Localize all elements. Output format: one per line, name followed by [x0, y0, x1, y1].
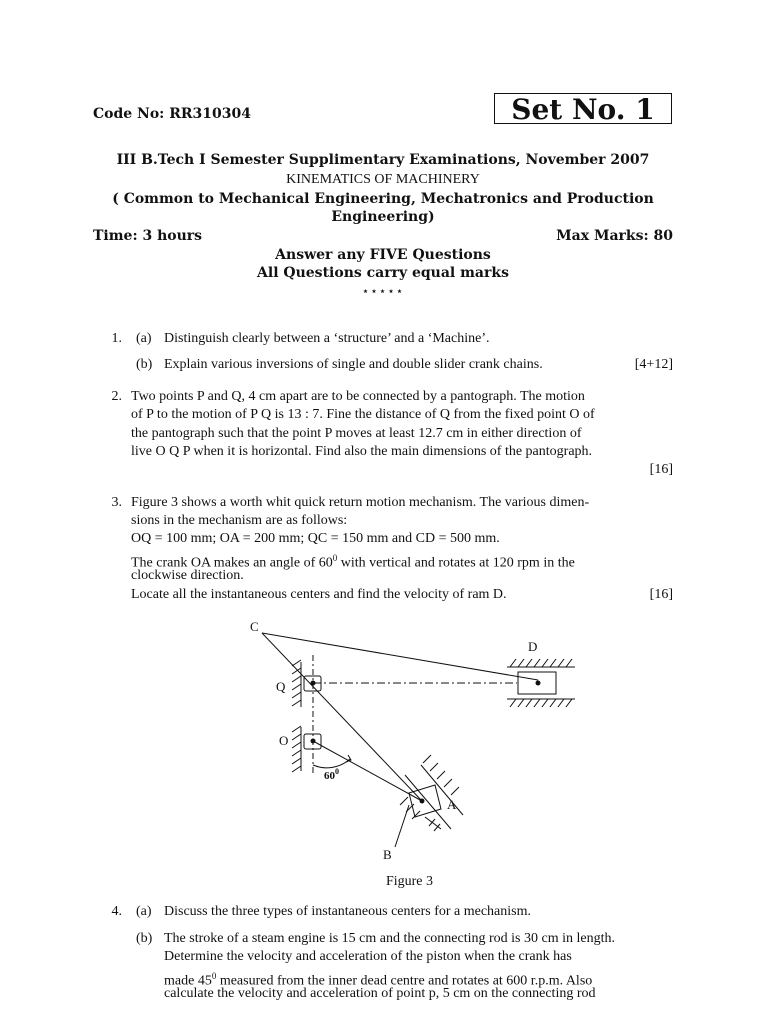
part-label: (a) [136, 904, 152, 919]
code-number: Code No: RR310304 [93, 106, 251, 122]
question-text: Determine the velocity and acceleration of the piston when the crank has [164, 949, 572, 964]
label-q: Q [276, 679, 286, 694]
question-text: The stroke of a steam engine is 15 cm and the connecting rod is 30 cm in length. [164, 931, 615, 946]
part-label: (a) [136, 331, 152, 346]
subject-title: KINEMATICS OF MACHINERY [286, 172, 480, 187]
part-label: (b) [136, 357, 153, 372]
question-number: 4. [111, 904, 122, 919]
label-b: B [383, 847, 392, 862]
link-cb [262, 633, 422, 801]
question-text: Locate all the instantaneous centers and find the velocity of ram D. [131, 587, 507, 602]
question-text: Figure 3 shows a worth whit quick return motion mechanism. The various dimen- [131, 495, 590, 510]
set-number-box: Set No. 1 [494, 93, 672, 124]
question-text: Two points P and Q, 4 cm apart are to be connected by a pantograph. The motion [131, 389, 585, 404]
question-number: 1. [111, 331, 122, 346]
label-angle: $60^0$ [324, 767, 339, 782]
question-text: Explain various inversions of single and double slider crank chains. [164, 357, 543, 372]
time-label: Time: 3 hours [93, 228, 203, 244]
label-a: A [447, 797, 457, 812]
point-q [311, 681, 316, 686]
label-o: O [279, 733, 289, 748]
question-number: 3. [111, 495, 122, 510]
question-text: The crank OA makes an angle of $60^0$ with vertical and rotates at 120 rpm in the [131, 553, 575, 571]
figure-caption: Figure 3 [385, 874, 434, 889]
question-text: Discuss the three types of instantaneous centers for a mechanism. [164, 904, 532, 919]
marks-label: [16] [649, 587, 673, 602]
max-marks-label: Max Marks: 80 [556, 228, 673, 244]
common-note: ( Common to Mechanical Engineering, Mechatronics and Production Engineering) [112, 191, 654, 225]
marks-label: [4+12] [634, 357, 673, 372]
question-text: of P to the motion of P Q is 13 : 7. Fine the distance of Q from the fixed point O of [131, 407, 595, 422]
instruction-marks: All Questions carry equal marks [257, 265, 509, 281]
guide-a-1 [405, 775, 451, 829]
question-number: 2. [111, 389, 122, 404]
marks-label: [16] [649, 462, 673, 477]
question-text: clockwise direction. [131, 568, 244, 583]
point-a [420, 799, 425, 804]
point-o [311, 739, 316, 744]
question-text: the pantograph such that the point P moves at least 12.7 cm in either direction of [131, 426, 582, 441]
question-text: calculate the velocity and acceleration of point p, 5 cm on the connecting rod [164, 986, 596, 1001]
link-cd [262, 633, 538, 680]
separator-stars: ⋆⋆⋆⋆⋆ [361, 284, 405, 298]
instruction-answer: Answer any FIVE Questions [275, 247, 491, 263]
question-text: made $45^0$ measured from the inner dead centre and rotates at 600 r.p.m. Also [164, 971, 593, 989]
label-d: D [528, 639, 538, 654]
question-text: Distinguish clearly between a ‘structure’ and a ‘Machine’. [164, 331, 490, 346]
label-c: C [250, 619, 259, 634]
angle-arc [313, 759, 350, 768]
question-text: OQ = 100 mm; OA = 200 mm; QC = 150 mm and CD = 500 mm. [131, 531, 500, 546]
question-text: live O Q P when it is horizontal. Find also the main dimensions of the pantograph. [131, 444, 593, 459]
part-label: (b) [136, 931, 153, 946]
link-b [395, 805, 409, 847]
point-d [536, 681, 541, 686]
mechanism-figure [245, 615, 585, 865]
frame-b [425, 817, 441, 829]
exam-title: III B.Tech I Semester Supplimentary Examinations, November 2007 [116, 152, 650, 168]
question-text: sions in the mechanism are as follows: [131, 513, 348, 528]
